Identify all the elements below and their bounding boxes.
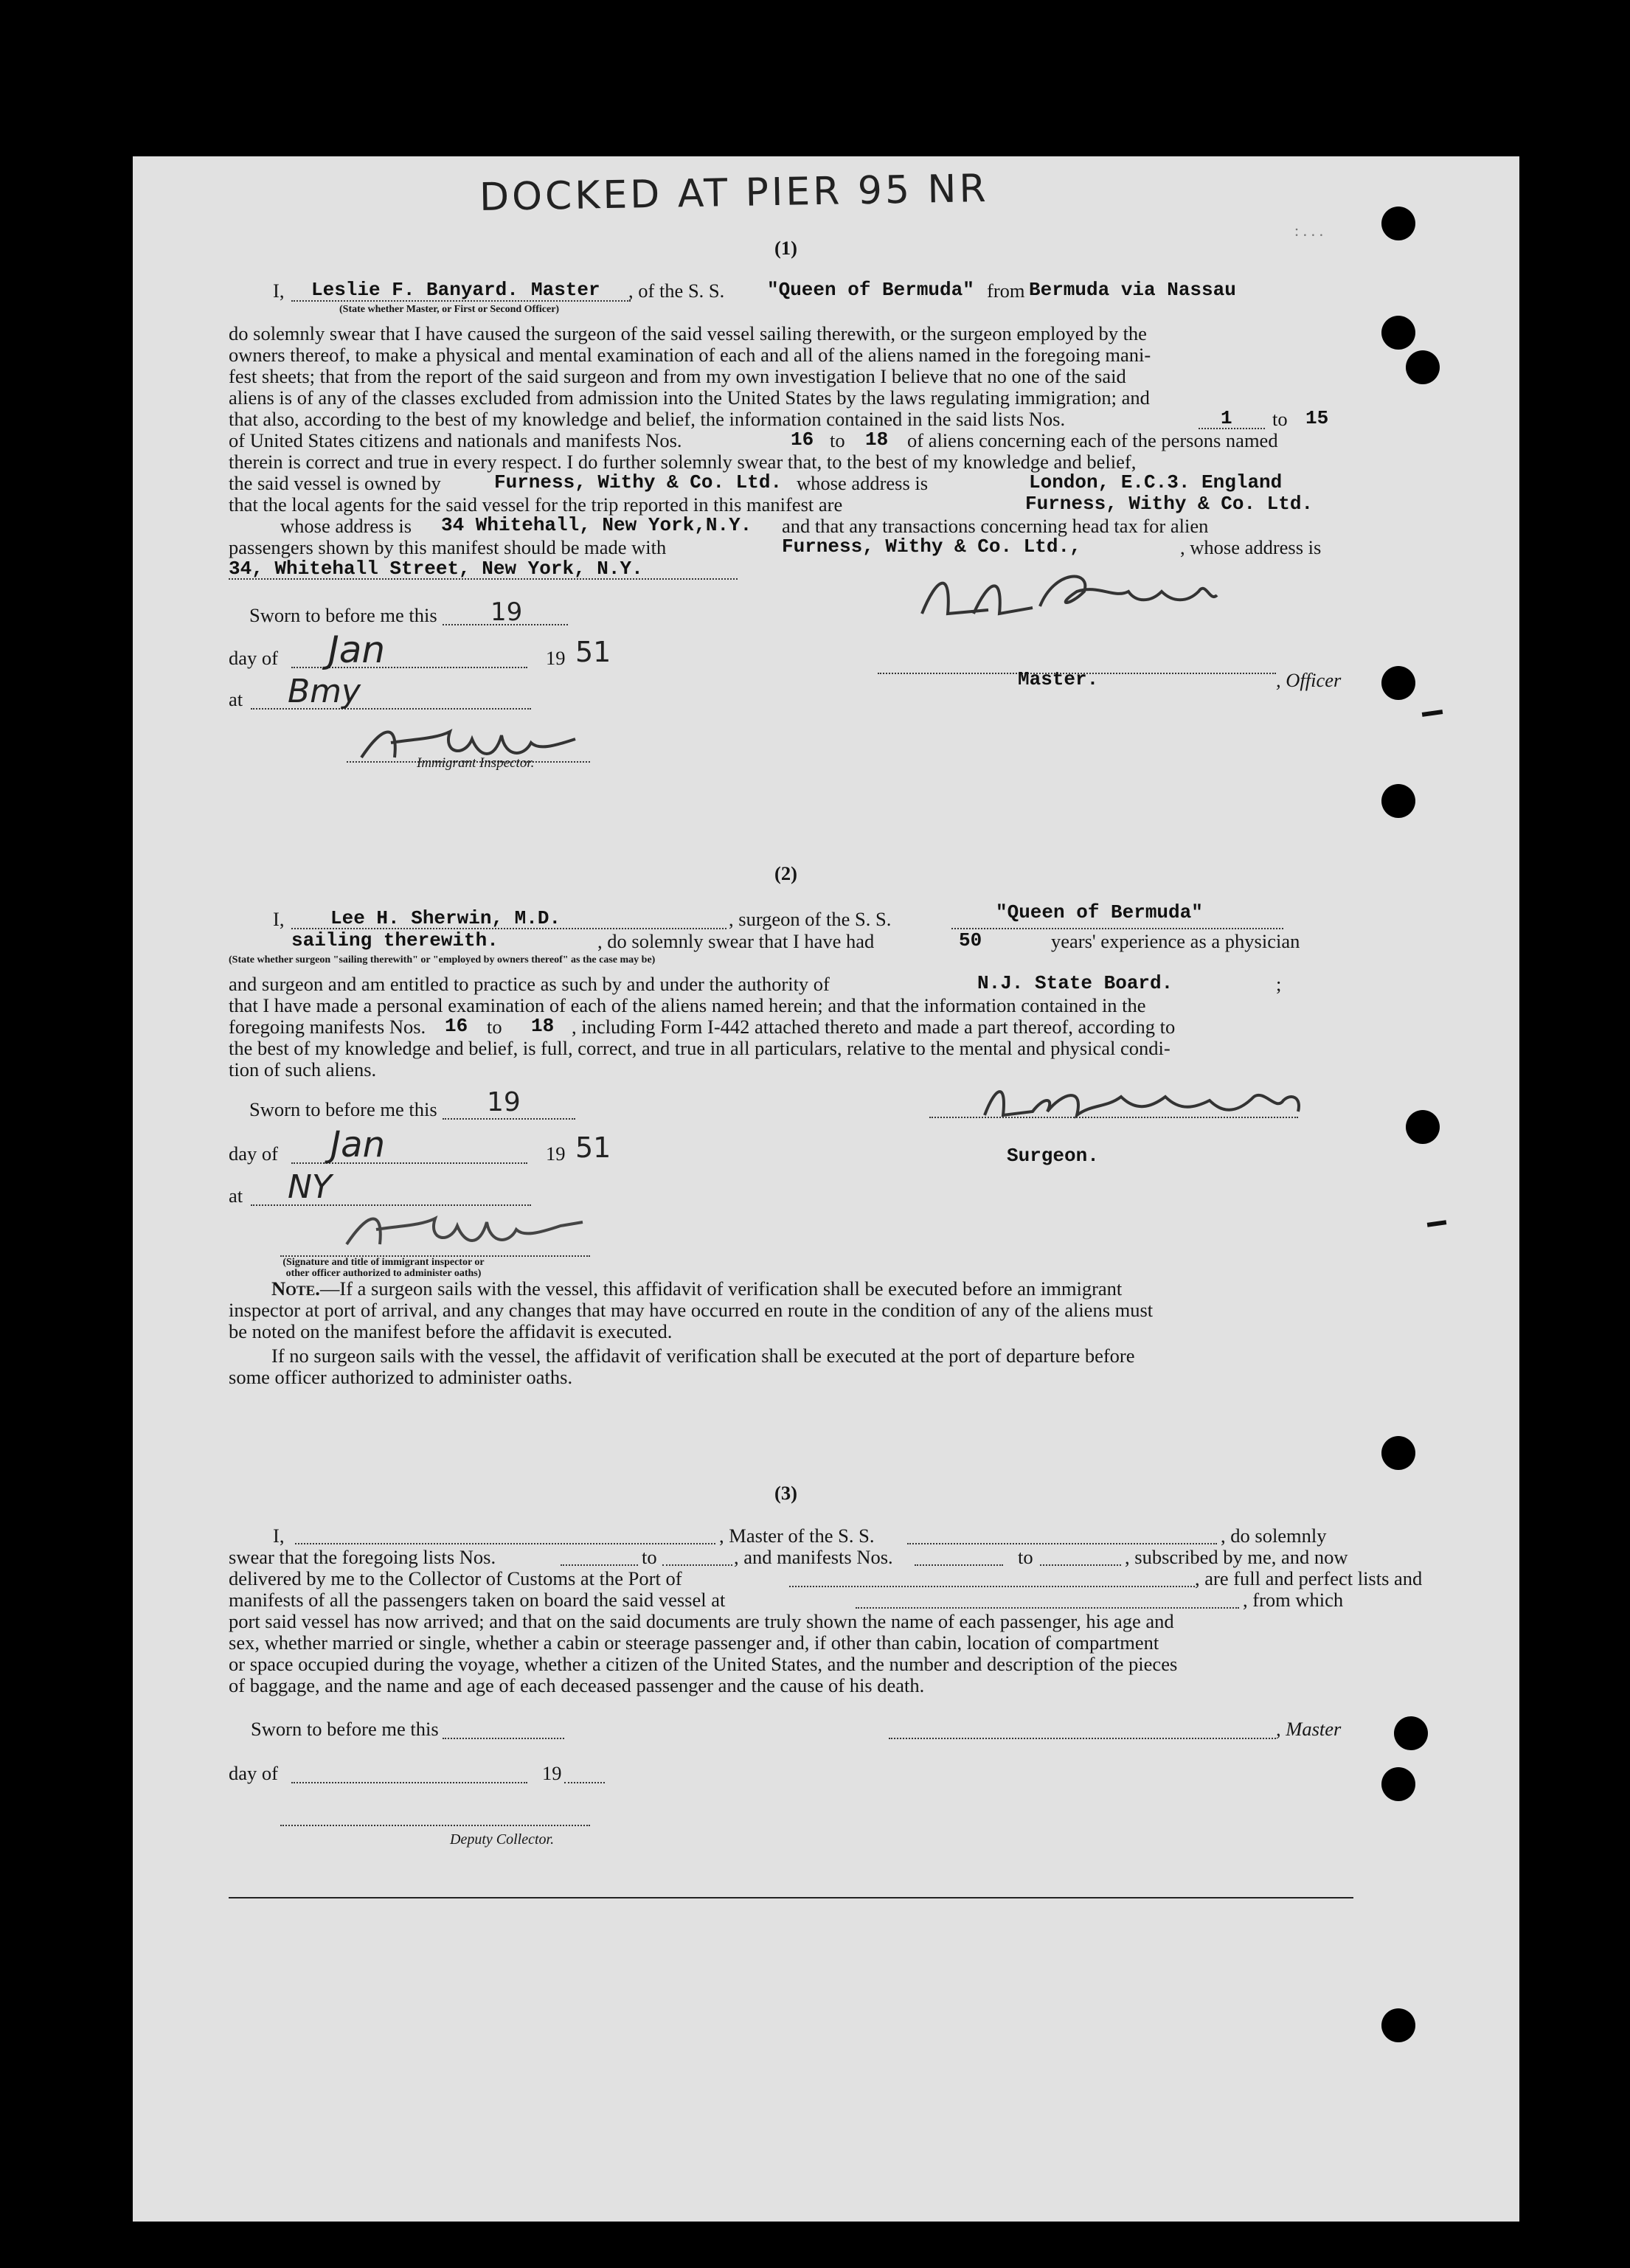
- manifests-from: 16: [791, 429, 814, 451]
- s3-lists-to-line: [662, 1564, 732, 1566]
- s2-line-1a: and surgeon and am entitled to practice as such by and under the authority of: [229, 973, 830, 995]
- s1-year-prefix: 19: [546, 647, 566, 669]
- s1-master-signature: [907, 562, 1232, 628]
- s3-line-3b: , are full and perfect lists and: [1195, 1567, 1423, 1589]
- s3-line-6: sex, whether married or single, whether a cabin or steerage passenger and, if other than cabin, location of compartment: [229, 1631, 1159, 1654]
- section-3-number: (3): [774, 1482, 797, 1504]
- s1-place: Bmy: [288, 673, 361, 710]
- s2-surgeon-of: , surgeon of the S. S.: [729, 908, 892, 930]
- s3-line-2d: to: [1018, 1546, 1033, 1568]
- s1-line-6b: of aliens concerning each of the persons named: [907, 429, 1278, 451]
- s2-ship-line: [951, 928, 1283, 929]
- s1-line-2: owners thereof, to make a physical and mental examination of each and all of the aliens named in the foregoing mani-: [229, 344, 1151, 366]
- s1-line-5: that also, according to the best of my knowledge and belief, the information contained in the said lists Nos.: [229, 408, 1066, 430]
- s3-line-2b: to: [642, 1546, 657, 1568]
- s2-line-1-end: ;: [1276, 973, 1282, 995]
- s3-line-1c: , do solemnly: [1221, 1525, 1327, 1547]
- surgeon-name: Lee H. Sherwin, M.D.: [330, 907, 561, 929]
- s2-swear-a: , do solemnly swear that I have had: [597, 930, 875, 952]
- s3-line-7: or space occupied during the voyage, whether a citizen of the United States, and the number and description of the pieces: [229, 1653, 1178, 1675]
- s1-rank-caption: (State whether Master, or First or Second Officer): [339, 304, 560, 315]
- punch-hole: [1394, 1716, 1428, 1750]
- s1-line-6a: of United States citizens and nationals and manifests Nos.: [229, 429, 682, 451]
- s1-of-ss: , of the S. S.: [628, 280, 725, 302]
- s3-master-label: , Master: [1276, 1718, 1342, 1740]
- s1-line-10b: and that any transactions concerning head tax for alien: [782, 515, 1209, 537]
- lists-from: 1: [1221, 407, 1232, 429]
- s3-man-from-line: [915, 1564, 1003, 1566]
- s1-line-10a: whose address is: [280, 515, 412, 537]
- head-tax-agent: Furness, Withy & Co. Ltd.,: [782, 535, 1081, 558]
- s3-line-4b: , from which: [1243, 1589, 1344, 1611]
- s3-sworn-line: [443, 1738, 564, 1739]
- s1-line-8b: whose address is: [797, 472, 929, 494]
- edge-mark: [1422, 710, 1443, 717]
- s3-collector-line: [280, 1825, 590, 1826]
- master-rank: Master: [531, 279, 600, 301]
- s3-year: 19: [542, 1762, 562, 1784]
- punch-hole: [1381, 207, 1415, 240]
- s3-embark-port-line: [856, 1607, 1239, 1609]
- s1-i: I,: [273, 280, 285, 302]
- s2-year-prefix: 19: [546, 1142, 566, 1165]
- s1-ship-name: "Queen of Bermuda": [767, 279, 974, 301]
- s1-from-label: from: [987, 280, 1025, 302]
- s2-signature-caption: (Signature and title of immigrant inspector or other officer authorized to administer oaths): [282, 1257, 485, 1279]
- s3-line-5: port said vessel has now arrived; and that on the said documents are truly shown the name of each passenger, his age and: [229, 1610, 1174, 1632]
- s1-line-11a: passengers shown by this manifest should be made with: [229, 536, 667, 558]
- s2-surgeon-title: Surgeon.: [1007, 1145, 1099, 1167]
- s1-officer-title: Master.: [1018, 668, 1099, 690]
- head-tax-address: 34, Whitehall Street, New York, N.Y.: [229, 558, 643, 580]
- punch-hole: [1381, 666, 1415, 700]
- s2-sworn-day: 19: [487, 1087, 521, 1117]
- s3-line-2e: , subscribed by me, and now: [1125, 1546, 1348, 1568]
- handwritten-docking-note: DOCKED AT PIER 95 NR: [479, 166, 990, 221]
- s1-line-4: aliens is of any of the classes excluded from admission into the United States by the laws regulating immigration; and: [229, 386, 1150, 409]
- s3-line-1a: I,: [273, 1525, 285, 1547]
- s1-line-11b: , whose address is: [1180, 536, 1322, 558]
- s3-line-8: of baggage, and the name and age of each deceased passenger and the cause of his death.: [229, 1674, 925, 1696]
- s2-sworn-label: Sworn to before me this: [249, 1098, 437, 1120]
- punch-hole: [1381, 1436, 1415, 1470]
- s1-year-suffix: 51: [575, 636, 611, 668]
- punch-hole: [1406, 350, 1440, 384]
- s3-lists-from-line: [561, 1564, 638, 1566]
- s1-line-9a: that the local agents for the said vessel for the trip reported in this manifest are: [229, 493, 843, 516]
- punch-hole: [1381, 2008, 1415, 2042]
- local-agent: Furness, Withy & Co. Ltd.: [1025, 493, 1314, 515]
- punch-hole: [1381, 316, 1415, 350]
- manifests-to-label: to: [830, 429, 845, 451]
- vessel-owner: Furness, Withy & Co. Ltd.: [494, 471, 783, 493]
- s1-officer-label: , Officer: [1276, 669, 1342, 691]
- s1-from-place: Bermuda via Nassau: [1029, 279, 1236, 301]
- s1-day-of-label: day of: [229, 647, 278, 669]
- license-authority: N.J. State Board.: [977, 972, 1173, 994]
- s3-line-4a: manifests of all the passengers taken on board the said vessel at: [229, 1589, 726, 1611]
- lists-to: 15: [1305, 407, 1329, 429]
- lists-to-label: to: [1272, 408, 1288, 430]
- punch-hole: [1381, 784, 1415, 818]
- s3-line-1b: , Master of the S. S.: [719, 1525, 875, 1547]
- s2-swear-b: years' experience as a physician: [1051, 930, 1300, 952]
- s2-manifests-to: 18: [531, 1015, 555, 1037]
- s2-line-3b: , including Form I-442 attached thereto and made a part thereof, according to: [572, 1016, 1176, 1038]
- s3-sworn-label: Sworn to before me this: [251, 1718, 439, 1740]
- faint-stamp-mark: : . . .: [1294, 221, 1324, 240]
- s2-manifests-from: 16: [445, 1015, 468, 1037]
- note-line-4: If no surgeon sails with the vessel, the affidavit of verification shall be executed at the port of departure before: [271, 1345, 1135, 1367]
- s3-month-line: [291, 1782, 527, 1783]
- s2-place: NY: [288, 1168, 332, 1206]
- s3-year-line: [564, 1782, 605, 1783]
- s2-manifests-to-label: to: [487, 1016, 502, 1038]
- s3-man-to-line: [1040, 1564, 1121, 1566]
- s1-at-label: at: [229, 688, 243, 710]
- note-label: Note.: [271, 1277, 320, 1300]
- s2-surgeon-signature: [974, 1075, 1313, 1126]
- s1-sworn-day: 19: [490, 597, 523, 627]
- s3-collector-caption: Deputy Collector.: [450, 1831, 555, 1848]
- s2-sworn-line: [443, 1118, 575, 1120]
- s3-day-of-label: day of: [229, 1762, 278, 1784]
- manifests-to: 18: [865, 429, 889, 451]
- s2-line-2: that I have made a personal examination of each of the aliens named herein; and that the information contained in the: [229, 994, 1146, 1016]
- s3-ship-line: [907, 1543, 1217, 1544]
- s3-line-2c: , and manifests Nos.: [734, 1546, 893, 1568]
- s3-master-name-line: [295, 1543, 715, 1544]
- s2-status-caption: (State whether surgeon "sailing therewith" or "employed by owners thereof" as the case may be): [229, 954, 656, 965]
- s2-line-4: the best of my knowledge and belief, is full, correct, and true in all particulars, relative to the mental and physical condi-: [229, 1037, 1171, 1059]
- edge-mark: [1427, 1220, 1447, 1227]
- note-line-5: some officer authorized to administer oaths.: [229, 1366, 573, 1388]
- s2-year-suffix: 51: [575, 1131, 611, 1164]
- punch-hole: [1381, 1767, 1415, 1801]
- master-name: Leslie F. Banyard.: [311, 279, 519, 301]
- s2-surgeon-line: [929, 1117, 1298, 1118]
- s2-line-3a: foregoing manifests Nos.: [229, 1016, 426, 1038]
- s1-line-1: do solemnly swear that I have caused the surgeon of the said vessel sailing therewith, or the surgeon employed by the: [229, 322, 1147, 344]
- s3-line-3a: delivered by me to the Collector of Customs at the Port of: [229, 1567, 682, 1589]
- note-text-1: —If a surgeon sails with the vessel, this affidavit of verification shall be executed before an immigrant: [319, 1277, 1123, 1300]
- years-experience: 50: [959, 929, 982, 951]
- s2-day-of-label: day of: [229, 1142, 278, 1165]
- s1-line-8a: the said vessel is owned by: [229, 472, 441, 494]
- s2-ship-name: "Queen of Bermuda": [996, 901, 1203, 923]
- tax-address-line: [229, 578, 738, 580]
- owner-address: London, E.C.3. England: [1029, 471, 1283, 493]
- s3-port-line: [789, 1586, 1195, 1587]
- s2-i: I,: [273, 908, 285, 930]
- note-line-3: be noted on the manifest before the affidavit is executed.: [229, 1320, 673, 1342]
- s1-month-line: [291, 667, 527, 668]
- section-1-number: (1): [774, 237, 797, 259]
- agent-address: 34 Whitehall, New York,N.Y.: [441, 514, 752, 536]
- note-line-1: [271, 1278, 1122, 1300]
- punch-hole: [1406, 1110, 1440, 1144]
- s3-line-2a: swear that the foregoing lists Nos.: [229, 1546, 496, 1568]
- s1-month: Jan: [328, 628, 386, 671]
- s2-line-5: tion of such aliens.: [229, 1058, 377, 1081]
- document-page: [133, 156, 1519, 2222]
- s2-at-label: at: [229, 1185, 243, 1207]
- s1-line-7: therein is correct and true in every respect. I do further solemnly swear that, to the best of my knowledge and belief,: [229, 451, 1137, 473]
- s3-master-sign-line: [889, 1738, 1276, 1739]
- s2-month-line: [291, 1162, 527, 1164]
- surgeon-status: sailing therewith.: [291, 929, 499, 951]
- s1-inspector-caption: Immigrant Inspector.: [417, 755, 535, 771]
- s2-month: Jan: [330, 1124, 385, 1165]
- section-2-number: (2): [774, 862, 797, 884]
- s2-inspector-signature: [339, 1204, 590, 1255]
- s1-sworn-label: Sworn to before me this: [249, 604, 437, 626]
- s1-line-3: fest sheets; that from the report of the said surgeon and from my own investigation I believe that no one of the said: [229, 365, 1126, 387]
- bottom-rule: [229, 1897, 1353, 1898]
- note-line-2: inspector at port of arrival, and any changes that may have occurred en route in the condition of any of the aliens must: [229, 1299, 1154, 1321]
